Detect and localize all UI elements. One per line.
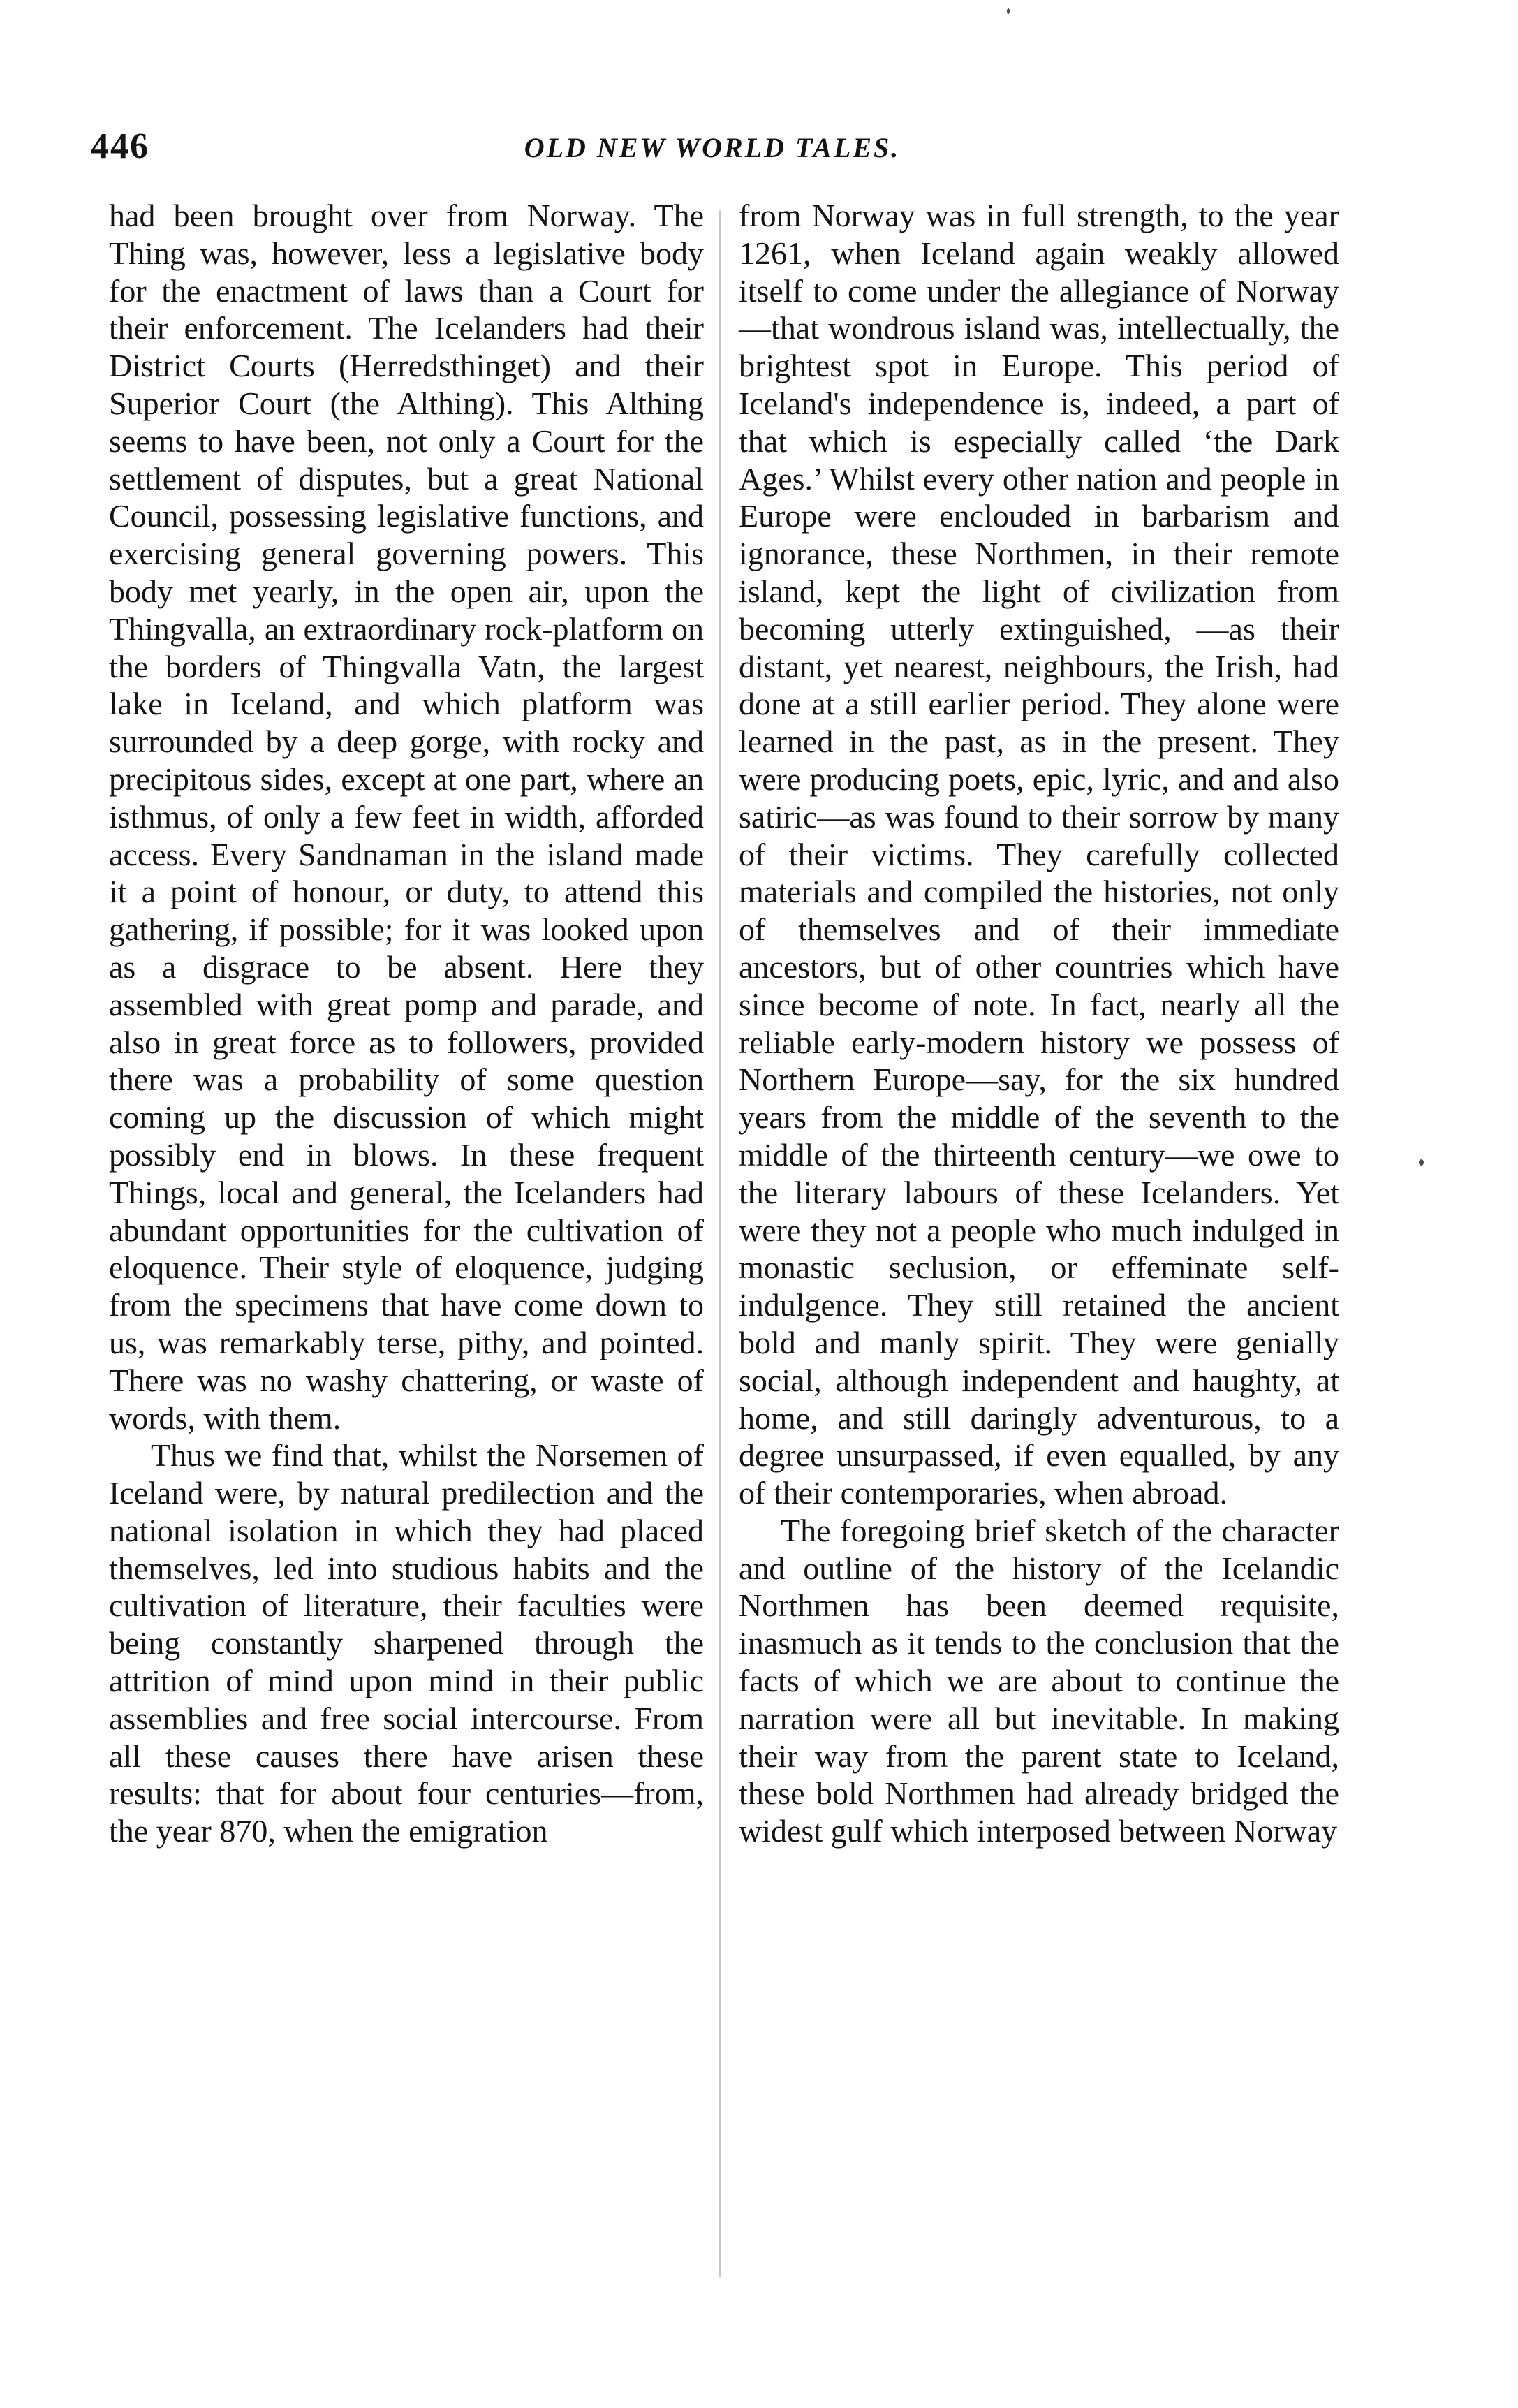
page-header bbox=[91, 126, 1334, 189]
ink-speck bbox=[1007, 8, 1010, 14]
column-divider bbox=[719, 210, 721, 2277]
right-paragraph-2: The foregoing brief sketch of the character and outline of the history of the Icelandic Northmen has been deemed requisite, inasmuch as it tends to the conclusion that the facts of which we are about to continue the narration were all but inevitable. In making their way from the parent state to Iceland, these bold Northmen had already bridged the widest gulf which interposed between Norway bbox=[739, 1512, 1339, 1849]
right-column bbox=[739, 197, 1339, 1850]
left-paragraph-1: had been brought over from Norway. The Thing was, however, less a legislative body for the enactment of laws than a Court for their enforcement. The Icelanders had their District Courts (Herredsthinget) and their Superior Court (the Althing). This Althing seems to have been, not only a Court for the settlement of disputes, but a great National Council, possessing legislative functions, and exercising general governing powers. This body met yearly, in the open air, upon the Thingvalla, an extraordinary rock-platform on the borders of Thingvalla Vatn, the largest lake in Iceland, and which platform was surrounded by a deep gorge, with rocky and precipitous sides, except at one part, where an isthmus, of only a few feet in width, afforded access. Every Sandnaman in the island made it a point of honour, or duty, to attend this gathering, if possible; for it was looked upon as a disgrace to be absent. Here they assembled with great pomp and parade, and also in great force as to followers, provided there was a probability of some question coming up the discussion of which might possibly end in blows. In these frequent Things, local and general, the Icelanders had abundant opportunities for the cultivation of eloquence. Their style of eloquence, judging from the specimens that have come down to us, was remarkably terse, pithy, and pointed. There was no washy chattering, or waste of words, with them. bbox=[109, 198, 704, 1436]
running-title: OLD NEW WORLD TALES. bbox=[524, 132, 901, 163]
right-paragraph-1: from Norway was in full strength, to the year 1261, when Iceland again weakly allowed itself to come under the allegiance of Norway—that wondrous island was, intellectually, the brightest spot in Europe. This period of Iceland's independence is, indeed, a part of that which is especially called ‘the Dark Ages.’ Whilst every other nation and people in Europe were enclouded in barbarism and ignorance, these Northmen, in their remote island, kept the light of civilization from becoming utterly extinguished, —as their distant, yet nearest, neighbours, the Irish, had done at a still earlier period. They alone were learned in the past, as in the present. They were producing poets, epic, lyric, and and also satiric—as was found to their sorrow by many of their victims. They carefully collected materials and compiled the histories, not only of themselves and of their immediate ancestors, but of other countries which have since become of note. In fact, nearly all the reliable early-modern history we possess of Northern Europe—say, for the six hundred years from the middle of the seventh to the middle of the thirteenth century—we owe to the literary labours of these Icelanders. Yet were they not a people who much indulged in monastic seclusion, or effeminate self-indulgence. They still retained the ancient bold and manly spirit. They were genially social, although independent and haughty, at home, and still daringly adventurous, to a degree unsurpassed, if even equalled, by any of their contemporaries, when abroad. bbox=[739, 198, 1339, 1511]
left-paragraph-2: Thus we find that, whilst the Norsemen of Iceland were, by natural predilection and the national isolation in which they had placed themselves, led into studious habits and the cultivation of literature, their faculties were being constantly sharpened through the attrition of mind upon mind in their public assemblies and free social intercourse. From all these causes there have arisen these results: that for about four centuries—from, the year 870, when the emigration bbox=[109, 1437, 704, 1849]
page-number: 446 bbox=[91, 126, 149, 166]
ink-speck bbox=[1419, 1159, 1424, 1166]
left-column bbox=[109, 197, 704, 1850]
